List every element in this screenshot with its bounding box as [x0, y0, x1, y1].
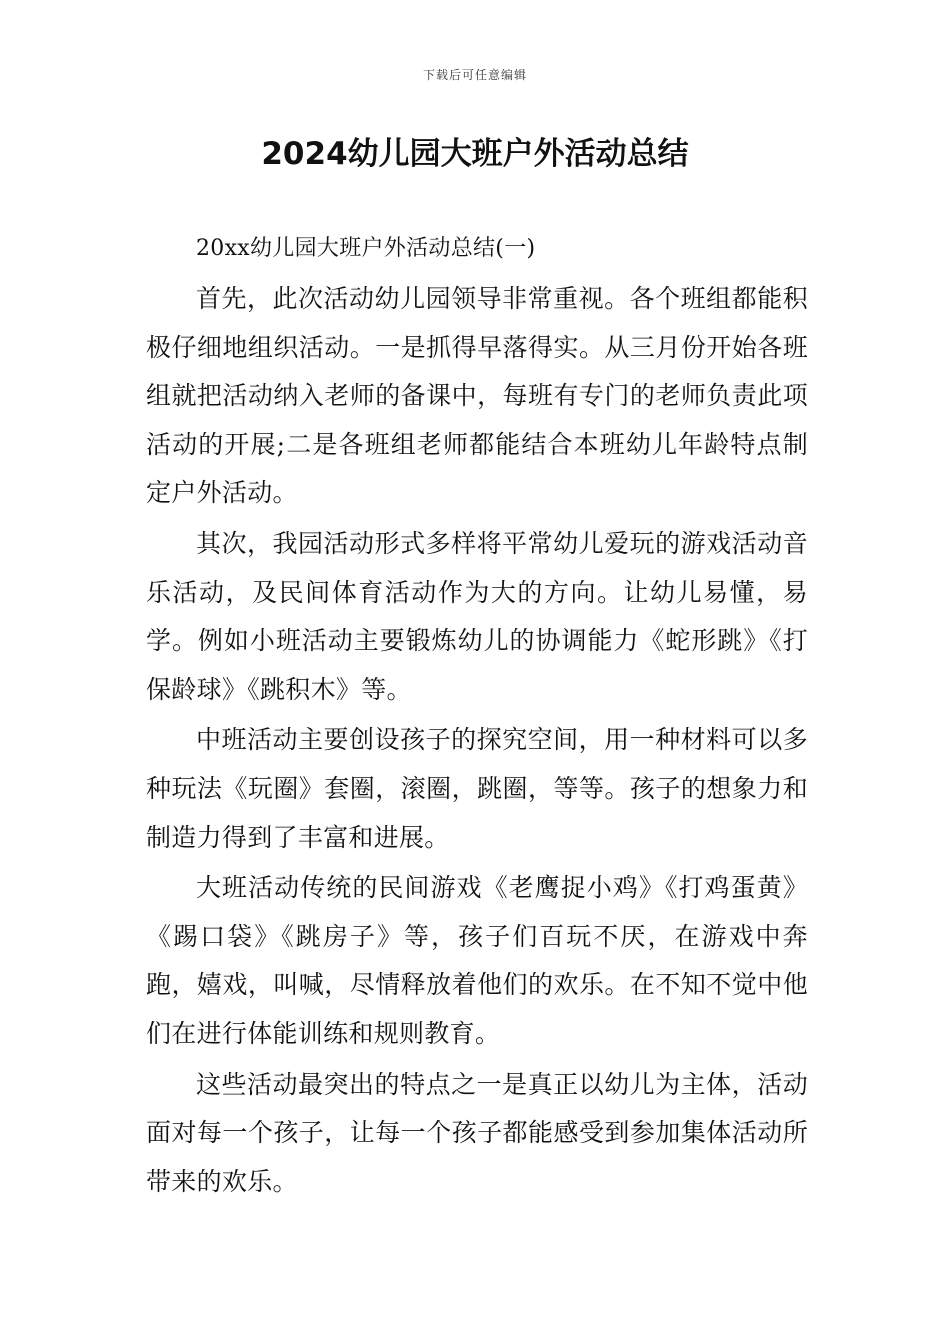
document-body — [146, 228, 808, 1206]
paragraph-4: 大班活动传统的民间游戏《老鹰捉小鸡》《打鸡蛋黄》《踢口袋》《跳房子》等，孩子们百玩不厌，在游戏中奔跑，嬉戏，叫喊，尽情释放着他们的欢乐。在不知不觉中他们在进行体能训练和规则教育。 — [146, 873, 808, 1048]
section-subtitle: 20xx幼儿园大班户外活动总结(一) — [196, 236, 536, 261]
paragraph-1: 首先，此次活动幼儿园领导非常重视。各个班组都能积极仔细地组织活动。一是抓得早落得实。从三月份开始各班组就把活动纳入老师的备课中，每班有专门的老师负责此项活动的开展;二是各班组老师都能结合本班幼儿年龄特点制定户外活动。 — [146, 284, 808, 508]
paragraph-3: 中班活动主要创设孩子的探究空间，用一种材料可以多种玩法《玩圈》套圈，滚圈，跳圈，等等。孩子的想象力和制造力得到了丰富和进展。 — [146, 725, 808, 852]
document-title: 2024幼儿园大班户外活动总结 — [261, 136, 689, 172]
header-note: 下载后可任意编辑 — [422, 68, 527, 82]
paragraph-2: 其次，我园活动形式多样将平常幼儿爱玩的游戏活动音乐活动，及民间体育活动作为大的方向。让幼儿易懂，易学。例如小班活动主要锻炼幼儿的协调能力《蛇形跳》《打保龄球》《跳积木》等。 — [146, 528, 808, 704]
paragraph-5: 这些活动最突出的特点之一是真正以幼儿为主体，活动面对每一个孩子，让每一个孩子都能感受到参加集体活动所带来的欢乐。 — [146, 1069, 808, 1196]
